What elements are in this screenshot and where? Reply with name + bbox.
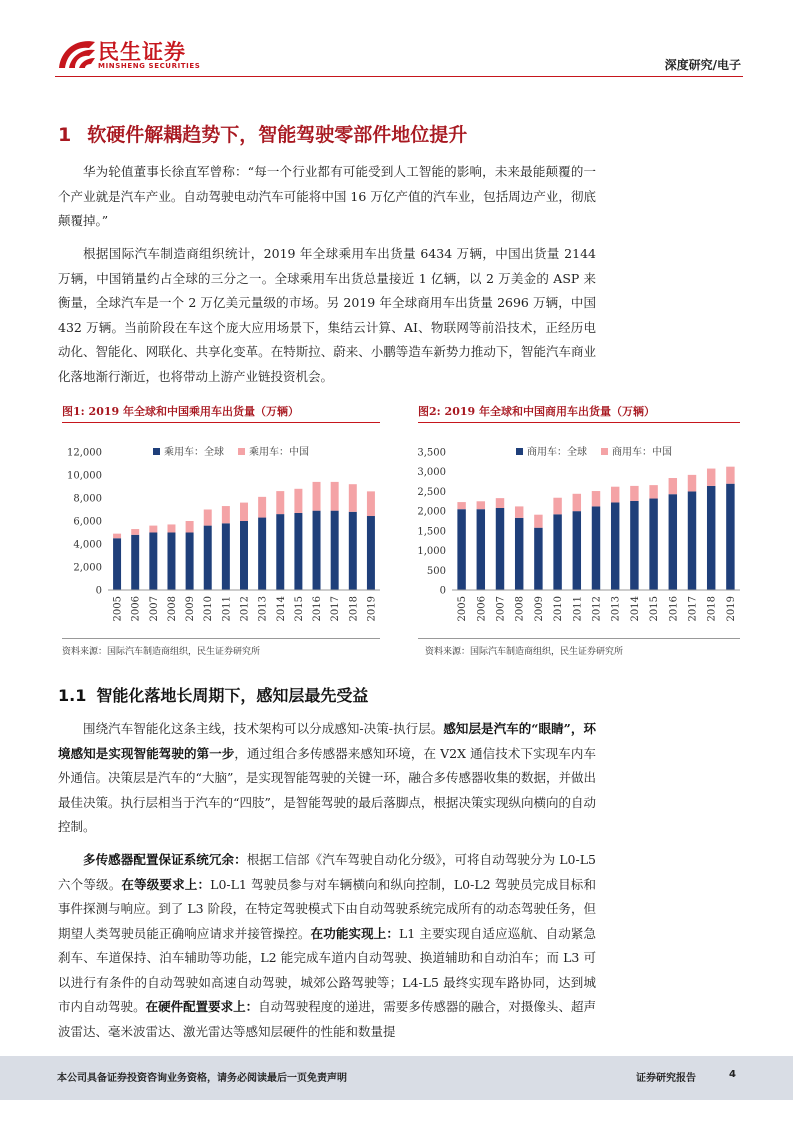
- y-tick-label: 500: [426, 565, 446, 577]
- brand-name-cn: 民生证券: [98, 40, 186, 64]
- figure-1-top-rule: [62, 422, 380, 423]
- p4-level-req-label: 在等级要求上：: [121, 876, 211, 892]
- bar-global: [457, 509, 465, 590]
- section-1-heading: [58, 120, 467, 147]
- y-tick-label: 0: [439, 585, 446, 597]
- bar-global: [276, 514, 284, 590]
- report-type: 深度研究/电子: [664, 58, 741, 72]
- bar-china: [649, 485, 657, 498]
- y-tick-label: 0: [95, 585, 102, 597]
- x-tick-label: 2007: [148, 596, 160, 622]
- x-tick-label: 2005: [112, 596, 124, 622]
- x-tick-label: 2014: [629, 596, 641, 622]
- x-tick-label: 2007: [495, 596, 507, 622]
- bar-global: [258, 518, 266, 590]
- x-tick-label: 2019: [366, 596, 378, 622]
- x-tick-label: 2018: [348, 596, 360, 622]
- section-1-1-heading: [58, 683, 368, 706]
- legend-label: 乘用车：全球: [164, 447, 224, 458]
- bar-global: [240, 521, 248, 590]
- bar-global: [630, 501, 638, 590]
- chart-passenger-vehicles: [58, 428, 388, 640]
- x-tick-label: 2008: [166, 596, 178, 622]
- figure-2-bottom-rule: [418, 638, 740, 639]
- bar-china: [258, 497, 266, 518]
- paragraph-architecture: [58, 717, 596, 840]
- y-tick-label: 6,000: [73, 516, 102, 528]
- bar-global: [553, 514, 561, 590]
- bar-china: [534, 515, 542, 528]
- y-tick-label: 3,500: [417, 447, 446, 459]
- x-tick-label: 2014: [275, 596, 287, 622]
- bar-china: [240, 503, 248, 521]
- x-tick-label: 2015: [293, 596, 305, 622]
- x-tick-label: 2016: [312, 596, 324, 622]
- bar-china: [149, 526, 157, 533]
- page-number: 4: [729, 1069, 736, 1080]
- y-tick-label: 1,500: [417, 526, 446, 538]
- figure-2-source: 资料来源：国际汽车制造商组织，民生证券研究所: [425, 647, 624, 657]
- bar-china: [276, 491, 284, 514]
- bar-china: [496, 498, 504, 508]
- bar-global: [367, 516, 375, 590]
- p4-hardware-label: 在硬件配置要求上：: [145, 999, 259, 1014]
- x-tick-label: 2010: [553, 596, 565, 622]
- x-tick-label: 2008: [514, 596, 526, 622]
- y-tick-label: 10,000: [67, 470, 102, 482]
- bar-china: [167, 524, 175, 532]
- bar-global: [186, 533, 194, 591]
- bar-global: [573, 511, 581, 590]
- section-1-1-title: 智能化落地长周期下，感知层最先受益: [96, 686, 369, 705]
- bar-global: [113, 538, 121, 590]
- p4-function: L1 主要实现自适应巡航、自动紧急刹车、车道保持、泊车辅助等功能，L2 能完成车道内自动驾驶、换道辅助和自动泊车；而 L3 可以进行有条件的自动驾驶如高速自动驾驶，城郊公路驾驶等；L4-L5 最终实现车路协同，达到城市内自动驾驶。: [58, 925, 596, 1014]
- figure-2-top-rule: [418, 422, 740, 423]
- bar-global: [669, 494, 677, 590]
- bar-global: [534, 528, 542, 590]
- x-tick-label: 2018: [706, 596, 718, 622]
- x-tick-label: 2005: [457, 596, 469, 622]
- bar-global: [331, 511, 339, 590]
- section-1-1-number: 1.1: [58, 686, 87, 705]
- y-tick-label: 3,000: [417, 467, 446, 479]
- bar-global: [726, 484, 734, 590]
- figure-1-bottom-rule: [62, 638, 380, 639]
- bar-china: [367, 491, 375, 516]
- figure-1-source: 资料来源：国际汽车制造商组织，民生证券研究所: [62, 647, 261, 657]
- bar-china: [349, 484, 357, 512]
- bar-china: [457, 502, 465, 509]
- bar-china: [313, 482, 321, 511]
- figure-1-title: 图1: 2019 年全球和中国乘用车出货量（万辆）: [62, 405, 299, 418]
- legend-label: 乘用车：中国: [249, 447, 309, 458]
- bar-global: [611, 502, 619, 590]
- x-tick-label: 2006: [130, 596, 142, 622]
- p3-body: ，通过组合多传感器来感知环境，在 V2X 通信技术下实现车内车外通信。决策层是汽车的“大脑”，是实现智能驾驶的关键一环，融合多传感器收集的数据，并做出最佳决策。执行层相当于汽车的“四肢”，是智能驾驶的最后落脚点，根据决策实现纵向横向的自动控制。: [58, 745, 596, 834]
- bar-china: [669, 478, 677, 494]
- x-tick-label: 2010: [203, 596, 215, 622]
- bar-global: [649, 499, 657, 590]
- chart-2-svg: [408, 428, 748, 636]
- x-tick-label: 2013: [610, 596, 622, 622]
- bar-global: [688, 491, 696, 590]
- footer-disclaimer[interactable]: 本公司具备证券投资咨询业务资格，请务必阅读最后一页免责声明: [57, 1073, 347, 1084]
- bar-china: [573, 494, 581, 511]
- paragraph-quote: 华为轮值董事长徐直军曾称：“每一个行业都有可能受到人工智能的影响，未来最能颠覆的一个产业就是汽车产业。自动驾驶电动汽车可能将中国 16 万亿产值的汽车业，包括周边产业，彻底颠覆掉。”: [58, 164, 596, 228]
- bar-global: [313, 511, 321, 590]
- bar-global: [294, 513, 302, 590]
- paragraph-market-stats: 根据国际汽车制造商组织统计，2019 年全球乘用车出货量 6434 万辆，中国出货量 2144 万辆，中国销量约占全球的三分之一。全球乘用车出货总量接近 1 亿辆，以 2 万美金的 ASP 来衡量，全球汽车是一个 2 万亿美元量级的市场。另 2019 年全球商用车出货量 2696 万辆，中国 432 万辆。当前阶段在车这个庞大应用场景下，集结云计算、AI、物联网等前沿技术，正经历电动化、智能化、网联化、共享化变革。在特斯拉、蔚来、小鹏等造车新势力推动下，智能汽车商业化落地渐行渐近，也将带动上游产业链投资机会。: [58, 246, 596, 384]
- chart-commercial-vehicles: [408, 428, 748, 640]
- x-tick-label: 2015: [649, 596, 661, 622]
- bar-china: [186, 521, 194, 533]
- bar-global: [167, 533, 175, 591]
- p4-lead: 多传感器配置保证系统冗余：: [83, 852, 247, 867]
- x-tick-label: 2009: [185, 596, 197, 622]
- y-tick-label: 2,000: [417, 506, 446, 518]
- bar-china: [331, 482, 339, 511]
- y-tick-label: 8,000: [73, 493, 102, 505]
- p3-emphasis: 感知层是汽车的“眼睛”，环境感知是实现智能驾驶的第一步: [58, 721, 596, 761]
- legend-swatch: [601, 448, 608, 455]
- bar-global: [707, 486, 715, 590]
- chart-1-svg: [58, 428, 388, 636]
- y-tick-label: 4,000: [73, 539, 102, 551]
- x-tick-label: 2017: [687, 596, 699, 622]
- bar-global: [477, 509, 485, 590]
- bar-global: [496, 508, 504, 590]
- p4-level-req: L0-L1 驾驶员参与对车辆横向和纵向控制，L0-L2 驾驶员完成目标和事件探测与响应。到了 L3 阶段，在特定驾驶模式下由自动驾驶系统完成所有的动态驾驶任务，但期望人类驾驶员能正确响应请求并接管操控。: [58, 876, 596, 941]
- x-tick-label: 2013: [257, 596, 269, 622]
- x-tick-label: 2011: [221, 596, 233, 622]
- bar-china: [630, 486, 638, 501]
- bar-global: [149, 533, 157, 591]
- brand-name-en: MINSHENG SECURITIES: [98, 62, 201, 70]
- p4-hardware: 自动驾驶程度的递进，需要多传感器的融合，对摄像头、超声波雷达、毫米波雷达、激光雷达等感知层硬件的性能和数量提: [58, 999, 596, 1039]
- bar-china: [707, 469, 715, 486]
- header-divider: [55, 76, 743, 77]
- x-tick-label: 2019: [725, 596, 737, 622]
- bar-china: [294, 489, 302, 513]
- legend-swatch: [238, 448, 245, 455]
- bar-global: [222, 523, 230, 590]
- p4-function-label: 在功能实现上：: [310, 925, 399, 941]
- x-tick-label: 2006: [476, 596, 488, 622]
- bar-global: [515, 518, 523, 590]
- y-tick-label: 2,000: [73, 562, 102, 574]
- bar-china: [688, 475, 696, 492]
- bar-china: [515, 506, 523, 517]
- p3-lead: 围绕汽车智能化这条主线，技术架构可以分成感知-决策-执行层。: [83, 721, 444, 736]
- bar-china: [222, 506, 230, 523]
- bar-china: [204, 510, 212, 526]
- page-header: [0, 0, 793, 80]
- figure-2-title: 图2: 2019 年全球和中国商用车出货量（万辆）: [418, 405, 655, 418]
- p4-levels: 根据工信部《汽车驾驶自动化分级》，可将自动驾驶分为 L0-L5 六个等级。: [58, 852, 596, 892]
- x-tick-label: 2012: [591, 596, 603, 622]
- bar-china: [131, 529, 139, 535]
- bar-global: [592, 506, 600, 590]
- legend-label: 商用车：中国: [612, 447, 672, 458]
- legend-swatch: [516, 448, 523, 455]
- bar-global: [349, 512, 357, 590]
- bar-china: [611, 487, 619, 503]
- footer-label: 证券研究报告: [636, 1073, 696, 1084]
- x-tick-label: 2016: [668, 596, 680, 622]
- bar-china: [592, 491, 600, 506]
- bar-global: [131, 535, 139, 590]
- paragraph-sensor-redundancy: [58, 848, 596, 1044]
- y-tick-label: 12,000: [67, 447, 102, 459]
- y-tick-label: 1,000: [417, 546, 446, 558]
- y-tick-label: 2,500: [417, 486, 446, 498]
- x-tick-label: 2012: [239, 596, 251, 622]
- legend-label: 商用车：全球: [527, 447, 587, 458]
- bar-china: [113, 534, 121, 539]
- bar-china: [477, 501, 485, 509]
- x-tick-label: 2017: [330, 596, 342, 622]
- x-tick-label: 2011: [572, 596, 584, 622]
- legend-swatch: [153, 448, 160, 455]
- bar-china: [726, 467, 734, 484]
- bar-china: [553, 498, 561, 515]
- section-1-title: 软硬件解耦趋势下，智能驾驶零部件地位提升: [87, 124, 468, 146]
- bar-global: [204, 526, 212, 590]
- x-tick-label: 2009: [533, 596, 545, 622]
- section-1-number: 1: [58, 124, 72, 146]
